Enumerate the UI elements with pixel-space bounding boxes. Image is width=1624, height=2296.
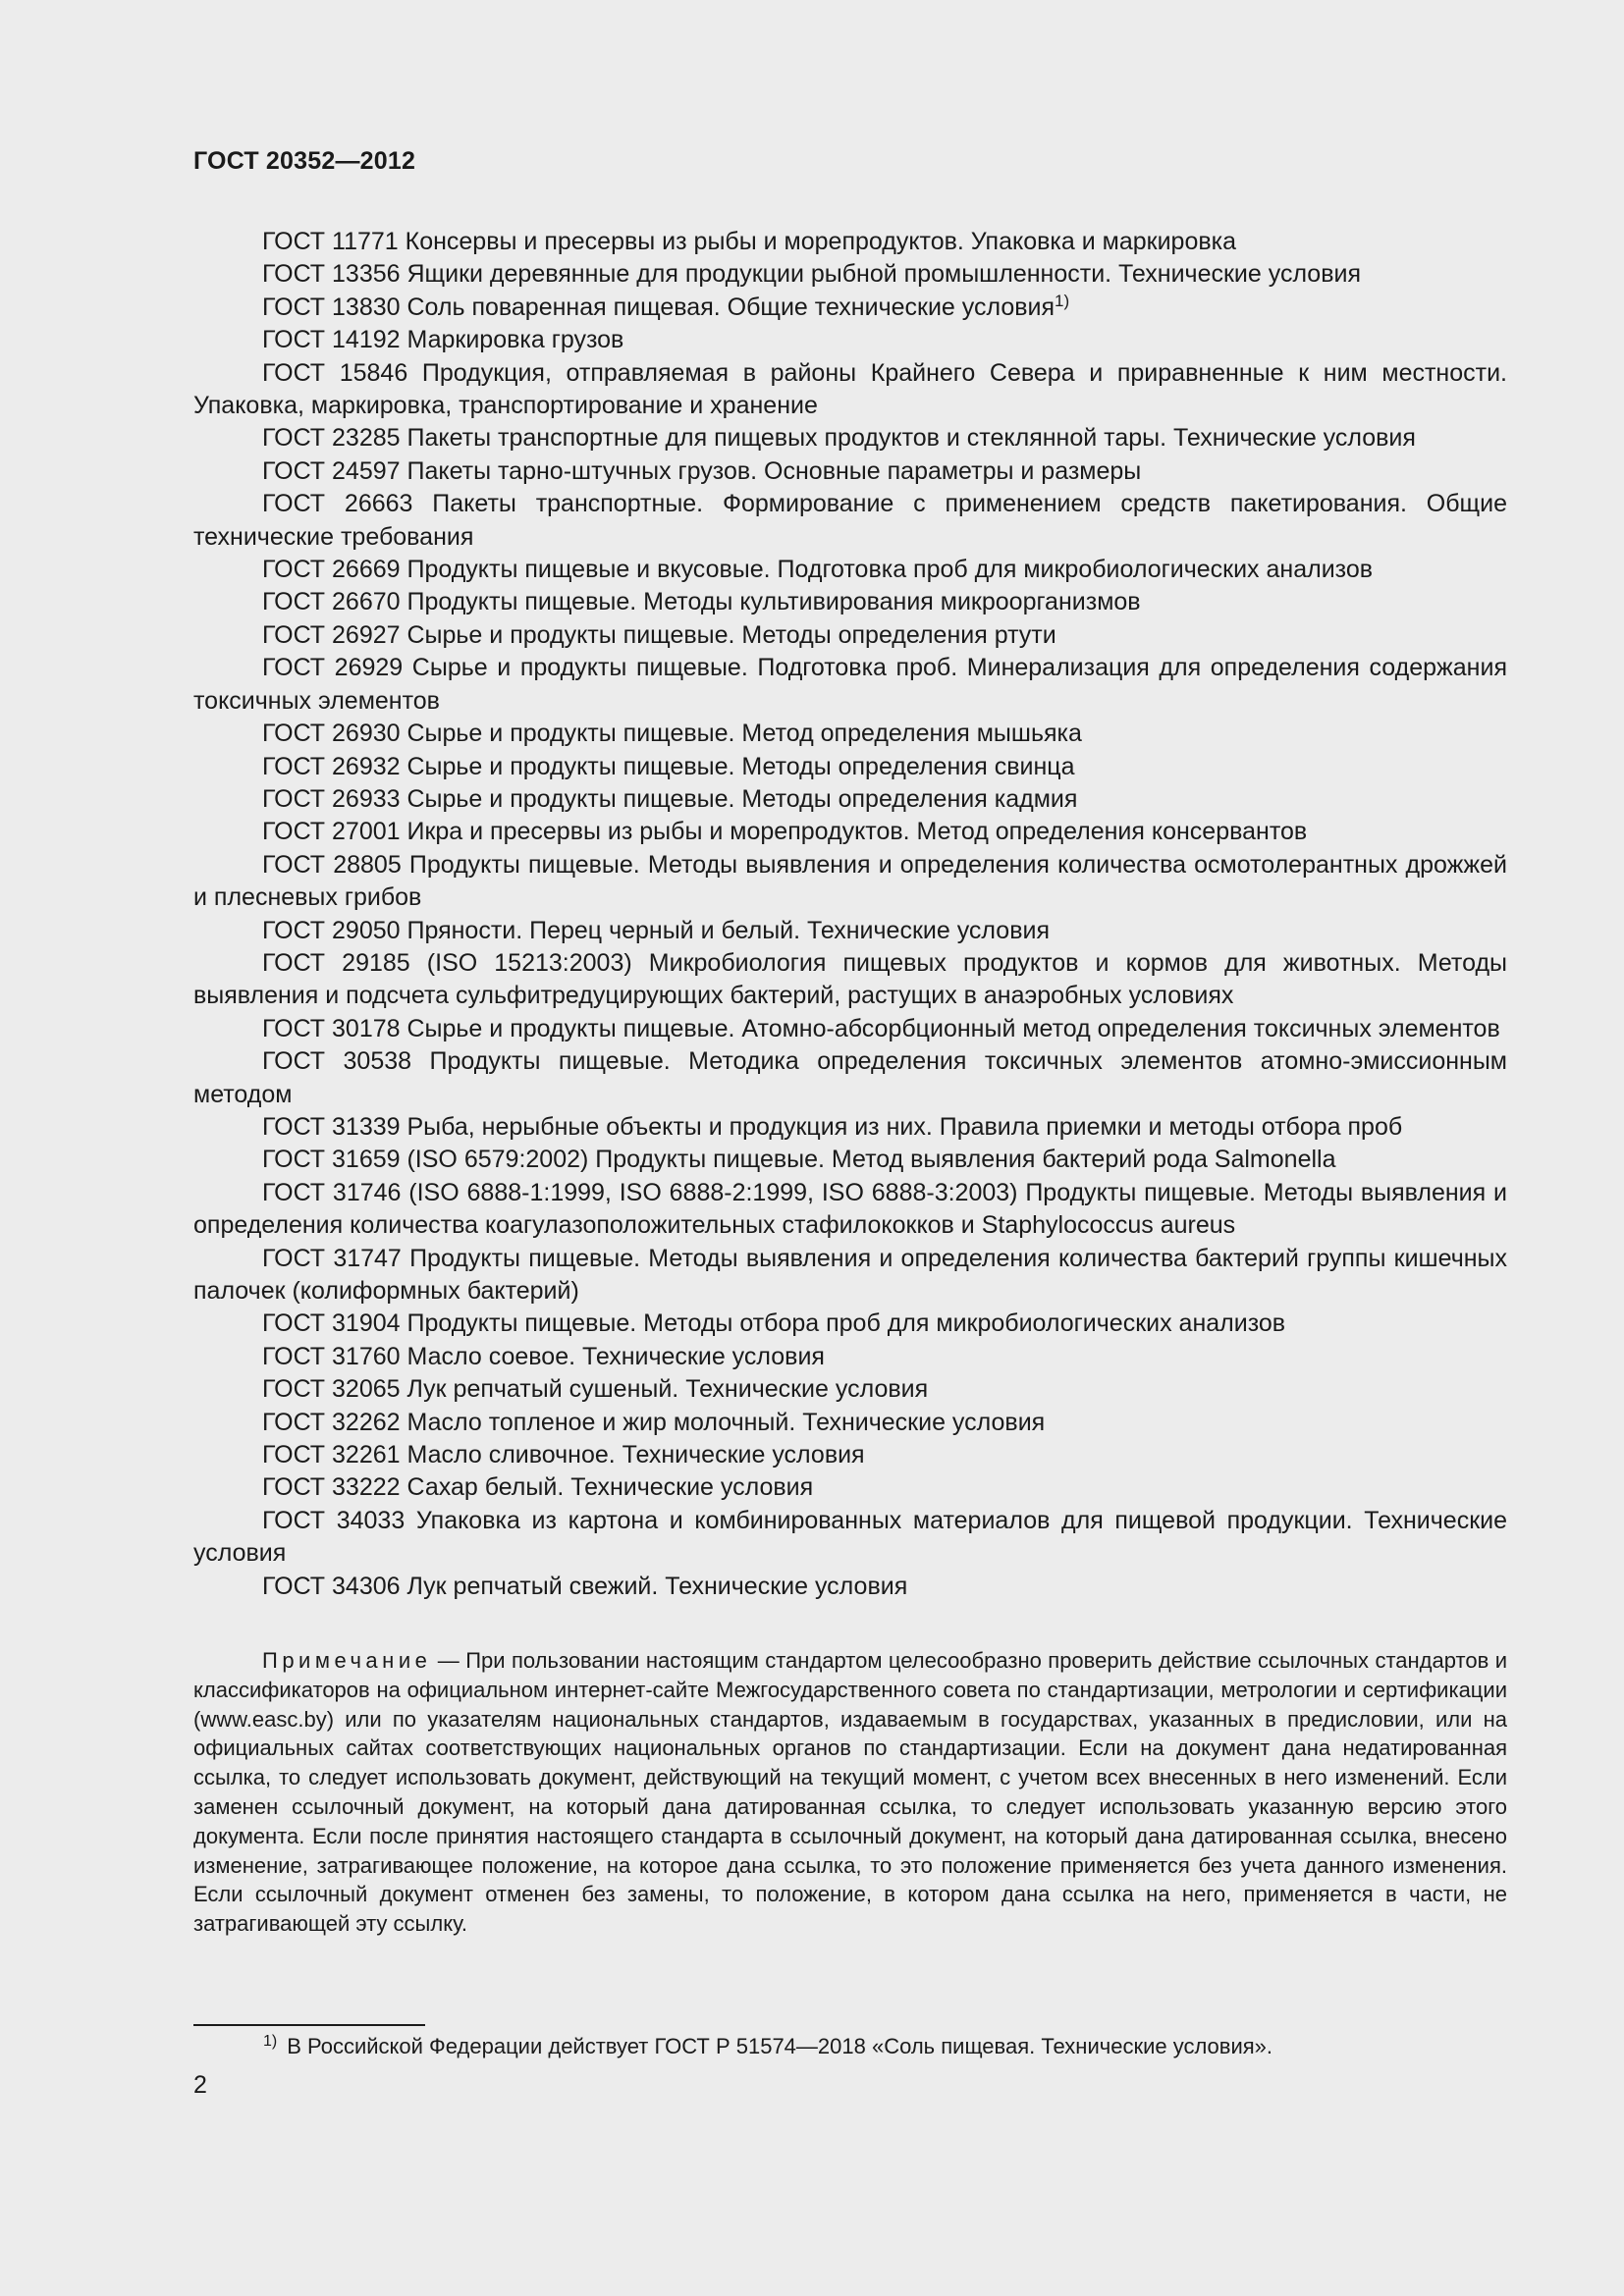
reference-item bbox=[193, 619, 1507, 652]
reference-item bbox=[193, 1341, 1507, 1373]
reference-item bbox=[193, 1505, 1507, 1571]
reference-text: ГОСТ 31659 (ISO 6579:2002) Продукты пищевые. Метод выявления бактерий рода Salmonella bbox=[262, 1146, 1336, 1174]
reference-item bbox=[193, 1471, 1507, 1504]
reference-text: ГОСТ 29050 Пряности. Перец черный и белый. Технические условия bbox=[262, 916, 1050, 944]
reference-item bbox=[193, 292, 1507, 324]
reference-item bbox=[193, 1177, 1507, 1243]
reference-text: ГОСТ 26932 Сырье и продукты пищевые. Методы определения свинца bbox=[262, 752, 1075, 780]
reference-text: ГОСТ 26669 Продукты пищевые и вкусовые. Подготовка проб для микробиологических анализов bbox=[262, 556, 1374, 584]
reference-text: ГОСТ 13356 Ящики деревянные для продукции рыбной промышленности. Технические условия bbox=[262, 260, 1361, 289]
reference-item bbox=[193, 816, 1507, 848]
reference-text: ГОСТ 28805 Продукты пищевые. Методы выявления и определения количества осмотолерантных дрожжей и плесневых грибов bbox=[193, 850, 1507, 912]
reference-item bbox=[193, 915, 1507, 947]
reference-item bbox=[193, 718, 1507, 750]
page-number: 2 bbox=[193, 2071, 207, 2099]
reference-item bbox=[193, 357, 1507, 423]
reference-item bbox=[193, 1013, 1507, 1045]
reference-text: ГОСТ 26933 Сырье и продукты пищевые. Методы определения кадмия bbox=[262, 784, 1078, 813]
note-label: Примечание bbox=[262, 1648, 432, 1673]
reference-item bbox=[193, 1045, 1507, 1111]
reference-text: ГОСТ 26663 Пакеты транспортные. Формирование с применением средств пакетирования. Общие технические требования bbox=[193, 490, 1507, 551]
footnote-ref-marker: 1) bbox=[1055, 291, 1070, 310]
reference-text: ГОСТ 34033 Упаковка из картона и комбинированных материалов для пищевой продукции. Технические условия bbox=[193, 1506, 1507, 1568]
reference-item bbox=[193, 258, 1507, 291]
reference-text: ГОСТ 31746 (ISO 6888-1:1999, ISO 6888-2:1999, ISO 6888-3:2003) Продукты пищевые. Методы выявления и определения количества коагулазоположительных стафилококков и Staphylococcus aureus bbox=[193, 1178, 1507, 1240]
reference-text: ГОСТ 15846 Продукция, отправляемая в районы Крайнего Севера и приравненные к ним местности. Упаковка, маркировка, транспортирование и хранение bbox=[193, 358, 1507, 420]
reference-item bbox=[193, 652, 1507, 718]
reference-text: ГОСТ 27001 Икра и пресервы из рыбы и морепродуктов. Метод определения консервантов bbox=[262, 818, 1308, 846]
document-header: ГОСТ 20352—2012 bbox=[193, 147, 416, 175]
reference-text: ГОСТ 11771 Консервы и пресервы из рыбы и морепродуктов. Упаковка и маркировка bbox=[262, 228, 1237, 255]
footnote-separator bbox=[193, 2024, 425, 2026]
reference-text: ГОСТ 26927 Сырье и продукты пищевые. Методы определения ртути bbox=[262, 620, 1056, 649]
reference-item bbox=[193, 586, 1507, 618]
reference-text: ГОСТ 26929 Сырье и продукты пищевые. Подготовка проб. Минерализация для определения содержания токсичных элементов bbox=[193, 654, 1507, 715]
reference-text: ГОСТ 31760 Масло соевое. Технические условия bbox=[262, 1342, 825, 1370]
reference-item bbox=[193, 1571, 1507, 1603]
reference-item bbox=[193, 324, 1507, 356]
reference-item bbox=[193, 1144, 1507, 1176]
footnote bbox=[263, 2032, 1272, 2061]
reference-text: ГОСТ 32065 Лук репчатый сушеный. Технические условия bbox=[262, 1375, 929, 1404]
reference-text: ГОСТ 31339 Рыба, нерыбные объекты и продукция из них. Правила приемки и методы отбора проб bbox=[262, 1112, 1403, 1141]
reference-item bbox=[193, 1243, 1507, 1308]
reference-text: ГОСТ 26930 Сырье и продукты пищевые. Метод определения мышьяка bbox=[262, 720, 1082, 748]
reference-text: ГОСТ 31904 Продукты пищевые. Методы отбора проб для микробиологических анализов bbox=[262, 1309, 1286, 1338]
reference-item bbox=[193, 226, 1507, 258]
reference-text: ГОСТ 29185 (ISO 15213:2003) Микробиология пищевых продуктов и кормов для животных. Методы выявления и подсчета сульфитредуцирующих бактерий, растущих в анаэробных условиях bbox=[193, 948, 1507, 1010]
footnote-marker: 1) bbox=[263, 2033, 278, 2050]
reference-item bbox=[193, 1111, 1507, 1144]
reference-item bbox=[193, 751, 1507, 783]
reference-item bbox=[193, 947, 1507, 1013]
reference-item bbox=[193, 422, 1507, 454]
reference-text: ГОСТ 32262 Масло топленое и жир молочный. Технические условия bbox=[262, 1408, 1046, 1436]
reference-text: ГОСТ 23285 Пакеты транспортные для пищевых продуктов и стеклянной тары. Технические условия bbox=[262, 424, 1416, 453]
reference-item bbox=[193, 455, 1507, 488]
reference-item bbox=[193, 1439, 1507, 1471]
reference-item bbox=[193, 1407, 1507, 1439]
reference-item bbox=[193, 488, 1507, 554]
note-text: При пользовании настоящим стандартом целесообразно проверить действие ссылочных стандартов и классификаторов на официальном интернет-сайте Межгосударственного совета по стандартизации, метрологии и сертификации (www.easc.by) или по указателям национальных стандартов, издаваемым в государствах, указанных в предисловии, или на официальных сайтах соответствующих национальных органов по стандартизации. Если на документ дана недатированная ссылка, то следует использовать документ, действующий на текущий момент, с учетом всех внесенных в него изменений. Если заменен ссылочный документ, на который дана датированная ссылка, то следует использовать указанную версию этого документа. Если после принятия настоящего стандарта в ссылочный документ, на который дана датированная ссылка, внесено изменение, затрагивающее положение, на которое дана ссылка, то это положение применяется без учета данного изменения. Если ссылочный документ отменен без замены, то положение, в котором дана ссылка на него, применяется в части, не затрагивающей эту ссылку. bbox=[193, 1648, 1507, 1937]
reference-text: ГОСТ 32261 Масло сливочное. Технические условия bbox=[262, 1441, 865, 1469]
footnote-text: В Российской Федерации действует ГОСТ Р 51574—2018 «Соль пищевая. Технические условия». bbox=[287, 2034, 1273, 2058]
normative-references-list bbox=[193, 226, 1507, 1603]
reference-text: ГОСТ 31747 Продукты пищевые. Методы выявления и определения количества бактерий группы кишечных палочек (колиформных бактерий) bbox=[193, 1244, 1507, 1305]
note-paragraph bbox=[193, 1646, 1507, 1939]
reference-item bbox=[193, 1373, 1507, 1406]
reference-item bbox=[193, 554, 1507, 586]
reference-text: ГОСТ 30178 Сырье и продукты пищевые. Атомно-абсорбционный метод определения токсичных элементов bbox=[262, 1014, 1500, 1042]
reference-text: ГОСТ 26670 Продукты пищевые. Методы культивирования микроорганизмов bbox=[262, 588, 1141, 616]
reference-text: ГОСТ 14192 Маркировка грузов bbox=[262, 326, 624, 354]
reference-item bbox=[193, 1308, 1507, 1340]
reference-text: ГОСТ 33222 Сахар белый. Технические условия bbox=[262, 1473, 814, 1502]
reference-text: ГОСТ 30538 Продукты пищевые. Методика определения токсичных элементов атомно-эмиссионным методом bbox=[193, 1047, 1507, 1108]
reference-text: ГОСТ 24597 Пакеты тарно-штучных грузов. Основные параметры и размеры bbox=[262, 456, 1142, 485]
reference-item bbox=[193, 783, 1507, 816]
reference-text: ГОСТ 34306 Лук репчатый свежий. Технические условия bbox=[262, 1572, 908, 1600]
reference-text: ГОСТ 13830 Соль поваренная пищевая. Общие технические условия bbox=[262, 293, 1056, 321]
note-dash: — bbox=[431, 1648, 466, 1673]
reference-item bbox=[193, 849, 1507, 915]
